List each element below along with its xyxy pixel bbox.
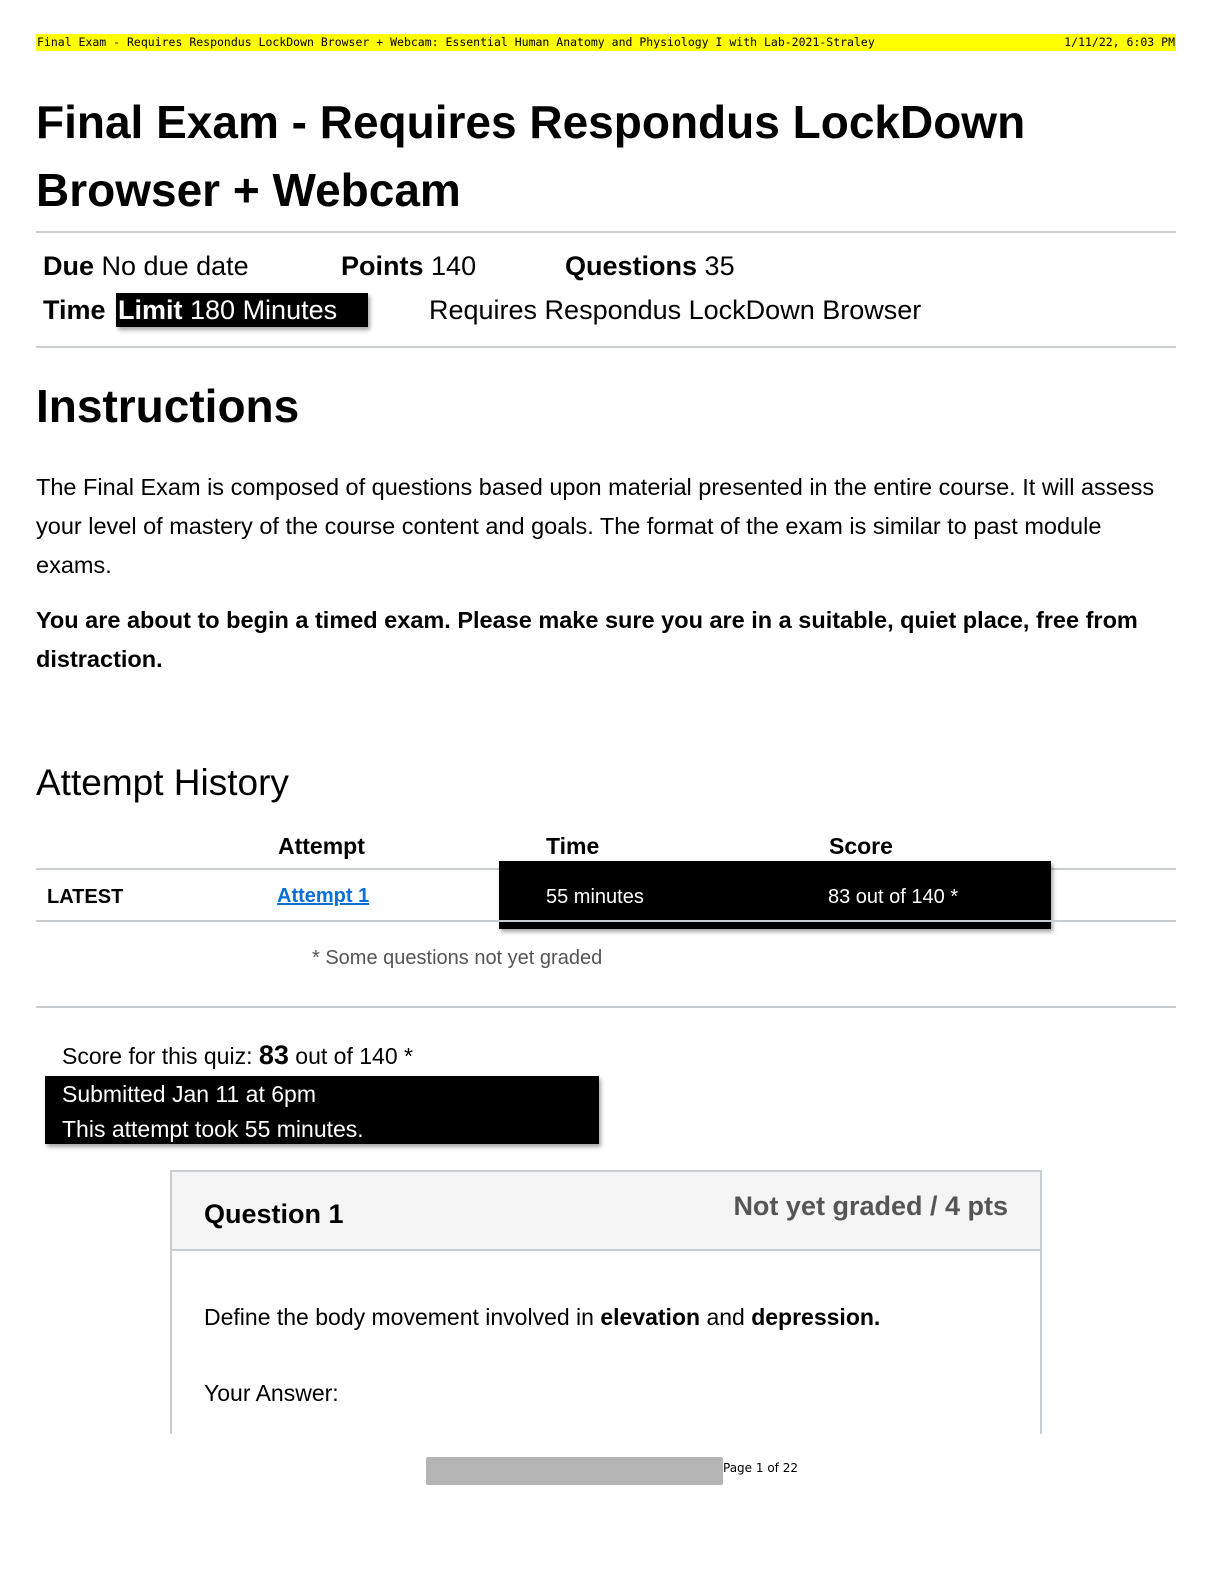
attempt-score: 83 out of 140 * — [828, 886, 959, 908]
questions-info — [565, 250, 735, 282]
time-limit-redaction — [116, 293, 368, 327]
attempt-history-heading: Attempt History — [36, 762, 289, 803]
question-title: Question 1 — [204, 1199, 344, 1229]
divider — [36, 1006, 1176, 1008]
footer-redaction — [426, 1457, 723, 1485]
question-points: Not yet graded / 4 pts — [733, 1191, 1008, 1221]
question-term-elevation: elevation — [600, 1304, 701, 1330]
question-card — [170, 1170, 1042, 1434]
attempt-row-redaction — [499, 861, 1051, 929]
attempt-time: 55 minutes — [546, 886, 644, 908]
question-header — [172, 1172, 1040, 1251]
page-title: Final Exam - Requires Respondus LockDown Browser + Webcam — [36, 96, 1026, 216]
attempt-duration: This attempt took 55 minutes. — [62, 1116, 364, 1142]
limit-value: 180 Minutes — [190, 295, 338, 325]
points-value: 140 — [431, 251, 477, 281]
questions-label: Questions — [565, 251, 698, 281]
column-header-time: Time — [546, 833, 600, 859]
instructions-warning: You are about to begin a timed exam. Please make sure you are in a suitable, quiet place, free from distraction. — [36, 607, 1138, 672]
table-divider — [36, 920, 1176, 922]
question-text — [204, 1302, 880, 1332]
question-text-middle: and — [706, 1304, 745, 1330]
points-label: Points — [341, 251, 424, 281]
points-info — [341, 250, 476, 282]
instructions-paragraph: The Final Exam is composed of questions based upon material presented in the entire course. It will assess your level of mastery of the course content and goals. The format of the exam is similar to past module exams. — [36, 474, 1155, 578]
page-number: Page 1 of 22 — [723, 1461, 798, 1475]
lockdown-requirement — [429, 294, 921, 326]
submission-info-redaction — [45, 1076, 599, 1144]
question-text-before: Define the body movement involved in — [204, 1304, 594, 1330]
divider — [36, 346, 1176, 348]
time-label: Time — [43, 295, 106, 325]
time-label-wrap — [43, 294, 106, 326]
ungraded-note: * Some questions not yet graded — [312, 947, 603, 969]
score-suffix: out of 140 * — [295, 1043, 413, 1069]
latest-label: LATEST — [47, 886, 124, 908]
due-value: No due date — [101, 251, 249, 281]
answer-label: Your Answer: — [204, 1380, 339, 1406]
quiz-score — [62, 1040, 413, 1071]
questions-value: 35 — [704, 251, 735, 281]
print-header — [36, 34, 1176, 51]
attempt-1-link[interactable]: Attempt 1 — [277, 885, 370, 907]
divider — [36, 231, 1176, 233]
column-header-attempt: Attempt — [278, 833, 365, 859]
lockdown-text: Requires Respondus LockDown Browser — [429, 295, 922, 325]
due-info — [43, 250, 249, 282]
print-header-datetime: 1/11/22, 6:03 PM — [1064, 35, 1175, 49]
score-prefix: Score for this quiz: — [62, 1043, 253, 1069]
print-header-title: Final Exam - Requires Respondus LockDown Browser + Webcam: Essential Human Anatomy and Physiology I with Lab-2021-Straley — [37, 35, 875, 49]
instructions-heading: Instructions — [36, 380, 300, 432]
due-label: Due — [43, 251, 95, 281]
submitted-time: Submitted Jan 11 at 6pm — [62, 1081, 316, 1107]
column-header-score: Score — [829, 833, 893, 859]
question-term-depression: depression. — [751, 1304, 881, 1330]
score-value: 83 — [258, 1040, 289, 1070]
limit-label: Limit — [118, 295, 183, 325]
